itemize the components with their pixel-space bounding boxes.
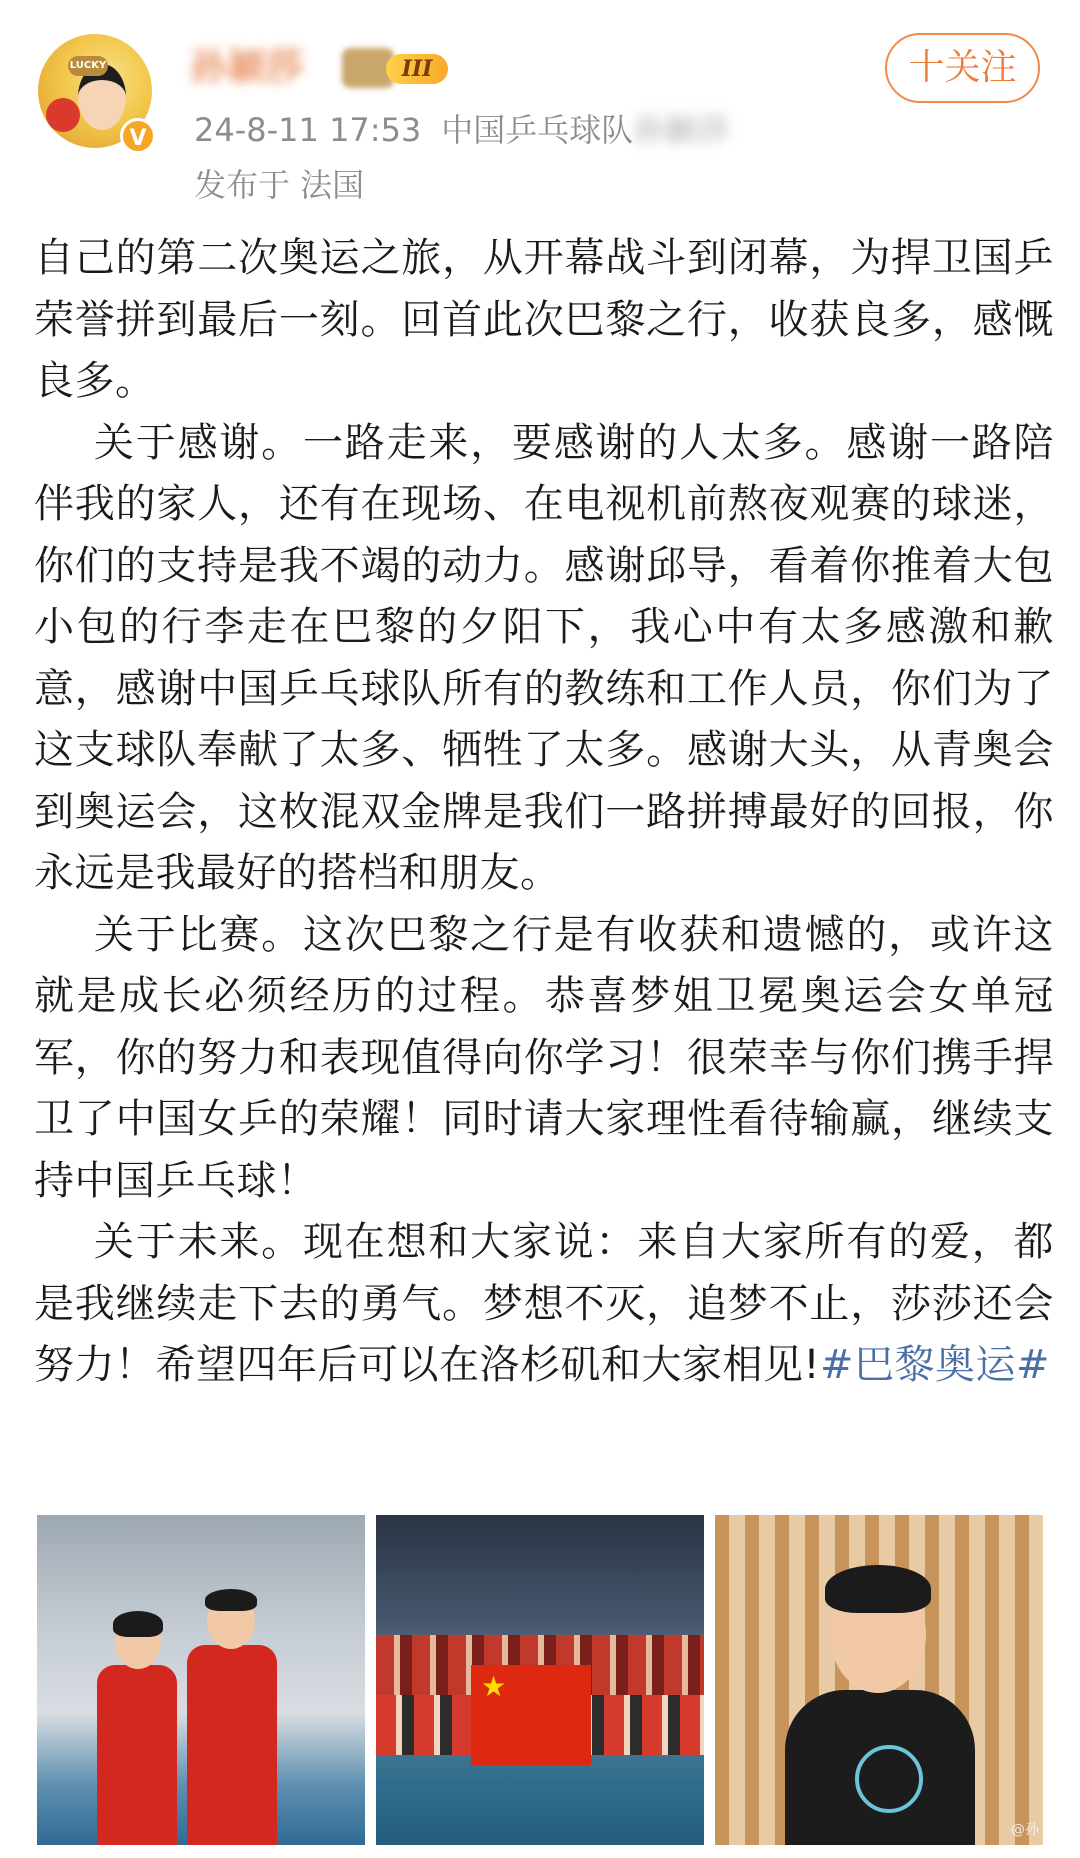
athlete-figure — [187, 1645, 277, 1845]
vip-badge[interactable] — [342, 48, 450, 88]
source-prefix: 中国乒乓球队 — [441, 111, 634, 149]
athlete-hair — [205, 1589, 257, 1611]
post-meta — [194, 105, 729, 151]
athlete-hair — [113, 1611, 163, 1637]
portrait-hair — [825, 1565, 931, 1613]
post-body — [34, 228, 1054, 1397]
flag-star-icon: ★ — [481, 1670, 507, 1703]
source-blurred: 孙颖莎 — [633, 111, 730, 149]
watermark: @孙 — [1011, 1822, 1039, 1838]
post-location: 发布于 法国 — [194, 166, 365, 204]
vip-level: III — [386, 54, 448, 84]
follow-button[interactable]: 十关注 — [885, 33, 1040, 103]
paragraph-match: 关于比赛。这次巴黎之行是有收获和遗憾的，或许这就是成长必须经历的过程。恭喜梦姐卫冕奥运会女单冠军，你的努力和表现值得向你学习！很荣幸与你们携手捍卫了中国女乒的荣耀！同时请大家理性看待输赢，继续支持中国乒乓球！ — [34, 911, 1054, 1204]
username[interactable]: 孙颖莎 — [190, 45, 305, 89]
lucky-badge: LUCKY — [68, 56, 108, 76]
paddle-graphic — [46, 98, 80, 132]
photo-portrait[interactable] — [715, 1515, 1043, 1845]
image-grid — [37, 1515, 1043, 1845]
china-flag — [471, 1665, 591, 1765]
hashtag-link[interactable]: #巴黎奥运# — [820, 1342, 1051, 1388]
verified-icon: V — [120, 118, 156, 154]
future-text: 关于未来。现在想和大家说：来自大家所有的爱，都是我继续走下去的勇气。梦想不灭，追梦不止，莎莎还会努力！希望四年后可以在洛杉矶和大家相见! — [34, 1219, 1054, 1388]
post-header — [0, 0, 1080, 210]
paragraph-thanks: 关于感谢。一路走来，要感谢的人太多。感谢一路陪伴我的家人，还有在现场、在电视机前熬夜观赛的球迷，你们的支持是我不竭的动力。感谢邱导，看着你推着大包小包的行李走在巴黎的夕阳下，我心中有太多感激和歉意，感谢中国乒乓球队所有的教练和工作人员，你们为了这支球队奉献了太多、牺牲了太多。感谢大头，从青奥会到奥运会，这枚混双金牌是我们一路拼搏最好的回报，你永远是我最好的搭档和朋友。 — [34, 419, 1054, 896]
paragraph-intro: 自己的第二次奥运之旅，从开幕战斗到闭幕，为捍卫国乒荣誉拼到最后一刻。回首此次巴黎之行，收获良多，感慨良多。 — [34, 235, 1054, 404]
post-source[interactable] — [441, 111, 729, 149]
post-timestamp: 24-8-11 17:53 — [194, 111, 422, 149]
photo-mixed-doubles-medal[interactable] — [37, 1515, 365, 1845]
photo-team-flag[interactable] — [376, 1515, 704, 1845]
paragraph-future — [34, 1212, 1054, 1397]
athlete-figure — [97, 1665, 177, 1845]
atom-icon — [855, 1745, 923, 1813]
